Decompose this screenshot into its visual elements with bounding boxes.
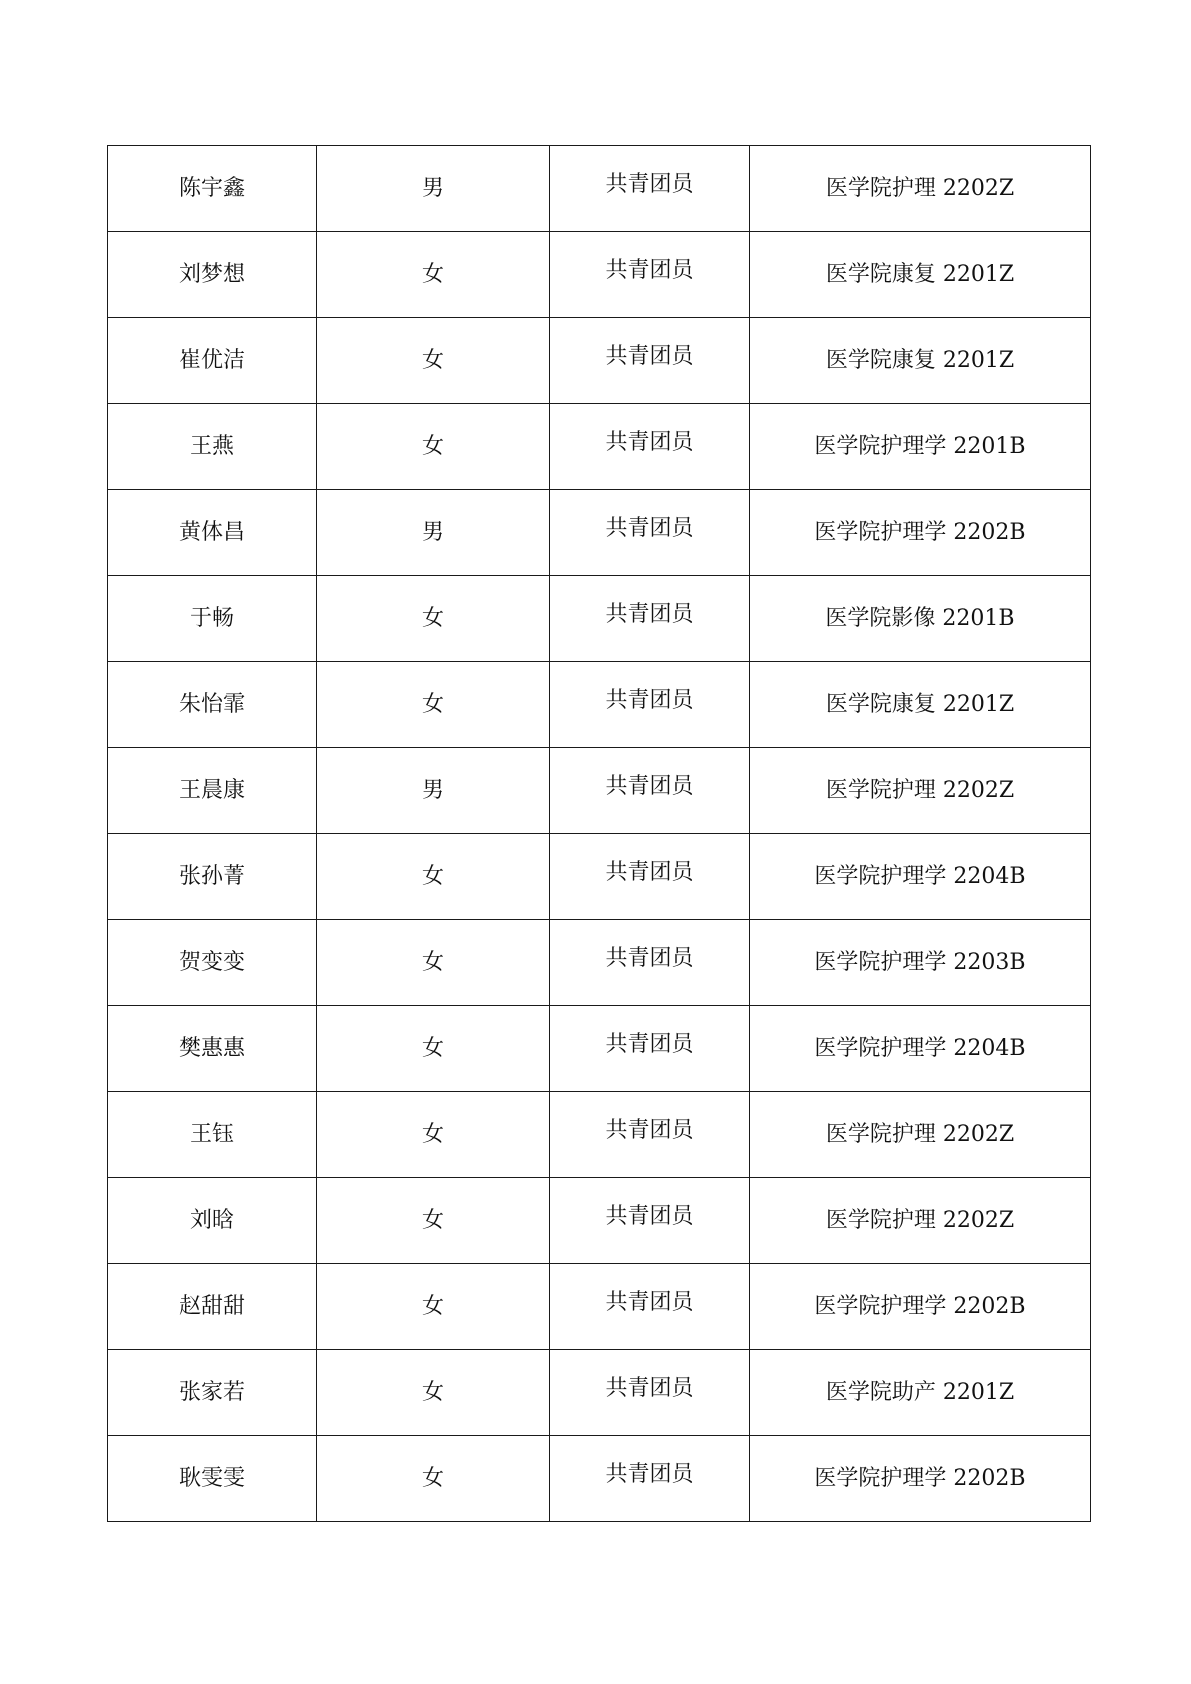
gender-cell: 女 bbox=[317, 1092, 550, 1178]
member-roster-table bbox=[107, 145, 1091, 1522]
political-status-cell bbox=[550, 662, 750, 748]
political-status-cell bbox=[550, 318, 750, 404]
class-cell: 医学院护理学 2202B bbox=[750, 1436, 1091, 1522]
political-status-text: 共青团员 bbox=[605, 1031, 694, 1057]
political-status-cell bbox=[550, 748, 750, 834]
name-cell: 朱怡霏 bbox=[108, 662, 317, 748]
class-cell: 医学院影像 2201B bbox=[750, 576, 1091, 662]
name-cell: 贺变变 bbox=[108, 920, 317, 1006]
political-status-cell bbox=[550, 1350, 750, 1436]
class-cell: 医学院护理学 2203B bbox=[750, 920, 1091, 1006]
gender-cell: 女 bbox=[317, 576, 550, 662]
political-status-cell bbox=[550, 1178, 750, 1264]
political-status-cell bbox=[550, 404, 750, 490]
class-cell: 医学院护理学 2204B bbox=[750, 1006, 1091, 1092]
name-cell: 耿雯雯 bbox=[108, 1436, 317, 1522]
gender-cell: 女 bbox=[317, 404, 550, 490]
political-status-text: 共青团员 bbox=[605, 1203, 694, 1229]
name-cell: 赵甜甜 bbox=[108, 1264, 317, 1350]
political-status-text: 共青团员 bbox=[605, 515, 694, 541]
gender-cell: 男 bbox=[317, 748, 550, 834]
political-status-cell bbox=[550, 920, 750, 1006]
class-cell: 医学院护理 2202Z bbox=[750, 1092, 1091, 1178]
table-row bbox=[108, 1264, 1091, 1350]
political-status-cell bbox=[550, 1092, 750, 1178]
political-status-text: 共青团员 bbox=[605, 429, 694, 455]
name-cell: 王燕 bbox=[108, 404, 317, 490]
gender-cell: 女 bbox=[317, 1178, 550, 1264]
class-cell: 医学院护理学 2202B bbox=[750, 490, 1091, 576]
political-status-text: 共青团员 bbox=[605, 945, 694, 971]
gender-cell: 女 bbox=[317, 1436, 550, 1522]
class-cell: 医学院康复 2201Z bbox=[750, 662, 1091, 748]
name-cell: 张孙菁 bbox=[108, 834, 317, 920]
class-cell: 医学院护理学 2202B bbox=[750, 1264, 1091, 1350]
gender-cell: 男 bbox=[317, 146, 550, 232]
table-row bbox=[108, 1178, 1091, 1264]
table-row bbox=[108, 1436, 1091, 1522]
political-status-cell bbox=[550, 232, 750, 318]
table-row bbox=[108, 232, 1091, 318]
political-status-text: 共青团员 bbox=[605, 687, 694, 713]
political-status-text: 共青团员 bbox=[605, 1375, 694, 1401]
class-cell: 医学院护理学 2204B bbox=[750, 834, 1091, 920]
gender-cell: 女 bbox=[317, 662, 550, 748]
political-status-text: 共青团员 bbox=[605, 1461, 694, 1487]
political-status-cell bbox=[550, 576, 750, 662]
name-cell: 王晨康 bbox=[108, 748, 317, 834]
name-cell: 张家若 bbox=[108, 1350, 317, 1436]
gender-cell: 女 bbox=[317, 920, 550, 1006]
name-cell: 于畅 bbox=[108, 576, 317, 662]
table-row bbox=[108, 146, 1091, 232]
name-cell: 崔优洁 bbox=[108, 318, 317, 404]
class-cell: 医学院护理 2202Z bbox=[750, 1178, 1091, 1264]
political-status-text: 共青团员 bbox=[605, 257, 694, 283]
table-row bbox=[108, 920, 1091, 1006]
class-cell: 医学院护理 2202Z bbox=[750, 748, 1091, 834]
political-status-cell bbox=[550, 1006, 750, 1092]
table-row bbox=[108, 834, 1091, 920]
political-status-text: 共青团员 bbox=[605, 1117, 694, 1143]
political-status-text: 共青团员 bbox=[605, 171, 694, 197]
table-row bbox=[108, 662, 1091, 748]
roster-body bbox=[108, 146, 1091, 1522]
table-row bbox=[108, 1006, 1091, 1092]
gender-cell: 女 bbox=[317, 1350, 550, 1436]
gender-cell: 女 bbox=[317, 1264, 550, 1350]
class-cell: 医学院康复 2201Z bbox=[750, 318, 1091, 404]
political-status-cell bbox=[550, 490, 750, 576]
political-status-cell bbox=[550, 834, 750, 920]
political-status-cell bbox=[550, 1436, 750, 1522]
political-status-text: 共青团员 bbox=[605, 343, 694, 369]
political-status-text: 共青团员 bbox=[605, 859, 694, 885]
political-status-text: 共青团员 bbox=[605, 601, 694, 627]
table-row bbox=[108, 1092, 1091, 1178]
name-cell: 黄体昌 bbox=[108, 490, 317, 576]
gender-cell: 男 bbox=[317, 490, 550, 576]
class-cell: 医学院助产 2201Z bbox=[750, 1350, 1091, 1436]
name-cell: 刘晗 bbox=[108, 1178, 317, 1264]
table-row bbox=[108, 490, 1091, 576]
gender-cell: 女 bbox=[317, 318, 550, 404]
class-cell: 医学院护理学 2201B bbox=[750, 404, 1091, 490]
gender-cell: 女 bbox=[317, 232, 550, 318]
table-row bbox=[108, 748, 1091, 834]
table-row bbox=[108, 318, 1091, 404]
political-status-text: 共青团员 bbox=[605, 773, 694, 799]
name-cell: 王钰 bbox=[108, 1092, 317, 1178]
table-row bbox=[108, 1350, 1091, 1436]
name-cell: 刘梦想 bbox=[108, 232, 317, 318]
name-cell: 陈宇鑫 bbox=[108, 146, 317, 232]
table-row bbox=[108, 576, 1091, 662]
political-status-cell bbox=[550, 1264, 750, 1350]
name-cell: 樊惠惠 bbox=[108, 1006, 317, 1092]
class-cell: 医学院康复 2201Z bbox=[750, 232, 1091, 318]
table-row bbox=[108, 404, 1091, 490]
gender-cell: 女 bbox=[317, 834, 550, 920]
class-cell: 医学院护理 2202Z bbox=[750, 146, 1091, 232]
political-status-cell bbox=[550, 146, 750, 232]
political-status-text: 共青团员 bbox=[605, 1289, 694, 1315]
gender-cell: 女 bbox=[317, 1006, 550, 1092]
